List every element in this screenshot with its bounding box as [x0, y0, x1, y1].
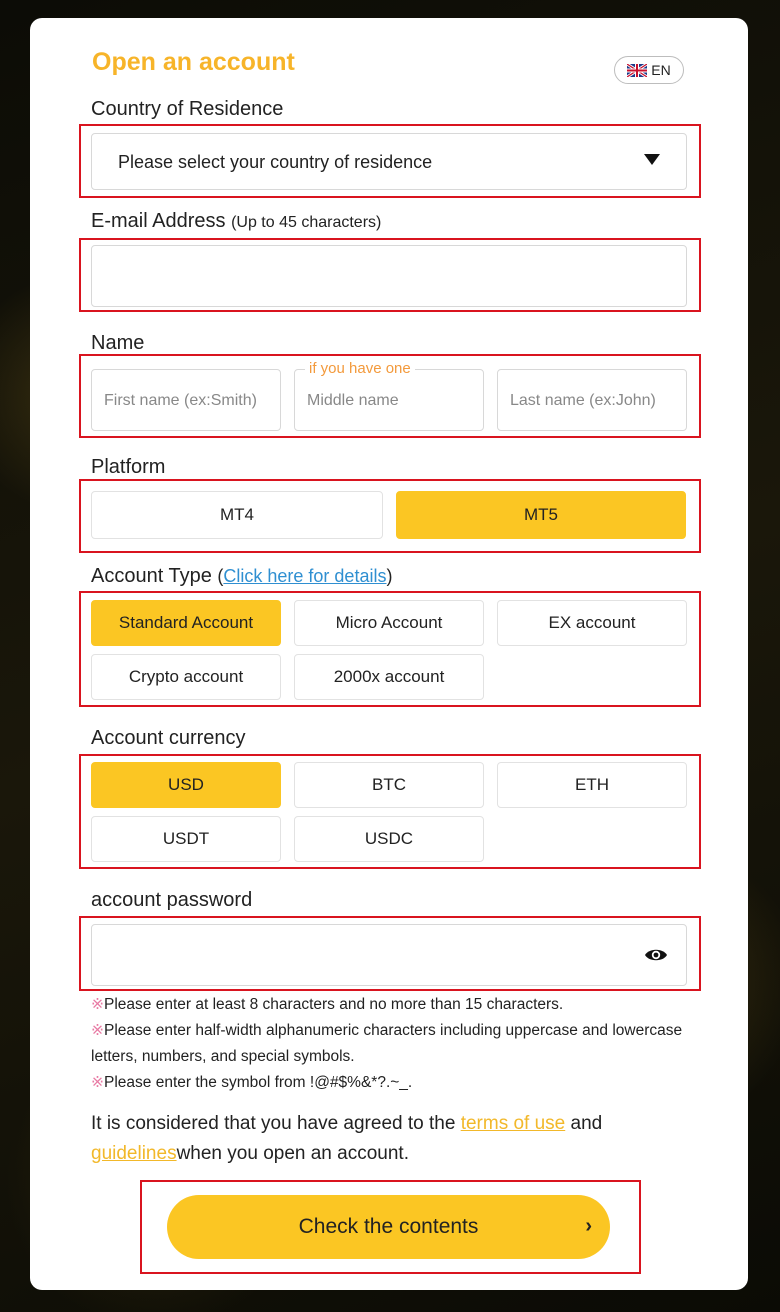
password-notes [91, 992, 701, 1096]
eye-icon[interactable] [644, 946, 668, 964]
account-type-micro[interactable]: Micro Account [294, 600, 484, 646]
account-type-label [91, 565, 392, 588]
platform-label: Platform [91, 456, 166, 478]
email-label-text: E-mail Address [91, 210, 226, 232]
agreement-suffix: when you open an account. [176, 1143, 409, 1164]
chevron-down-icon [644, 154, 660, 165]
platform-option-mt4[interactable]: MT4 [91, 491, 383, 539]
middle-name-placeholder: Middle name [307, 392, 399, 409]
currency-usdc[interactable]: USDC [294, 816, 484, 862]
platform-option-mt5[interactable]: MT5 [396, 491, 686, 539]
password-field[interactable] [91, 924, 687, 986]
note-mark: ※ [91, 996, 104, 1013]
note-text: Please enter the symbol from !@#$%&*?.~_. [104, 1074, 413, 1091]
password-note-3 [91, 1070, 701, 1096]
currency-label: Account currency [91, 727, 246, 749]
agreement-prefix: It is considered that you have agreed to the [91, 1113, 461, 1134]
note-text: Please enter half-width alphanumeric characters including uppercase and lowercase letters, numbers, and special symbols. [91, 1022, 683, 1065]
chevron-right-icon: › [585, 1215, 592, 1237]
account-type-paren-open: ( [217, 566, 224, 586]
check-contents-button[interactable] [167, 1195, 610, 1259]
language-selector[interactable] [614, 56, 684, 84]
account-type-standard[interactable]: Standard Account [91, 600, 281, 646]
account-type-label-text: Account Type [91, 565, 212, 587]
agreement-text [91, 1109, 691, 1169]
account-type-ex[interactable]: EX account [497, 600, 687, 646]
note-mark: ※ [91, 1022, 104, 1039]
password-label: account password [91, 889, 253, 911]
account-type-details-link[interactable]: Click here for details [223, 566, 387, 586]
page-title: Open an account [92, 48, 295, 76]
country-select-placeholder: Please select your country of residence [118, 152, 433, 172]
currency-btc[interactable]: BTC [294, 762, 484, 808]
terms-of-use-link[interactable]: terms of use [460, 1113, 566, 1134]
email-field[interactable] [91, 245, 687, 307]
last-name-field[interactable] [497, 369, 687, 431]
middle-name-legend: if you have one [305, 360, 415, 377]
first-name-field[interactable] [91, 369, 281, 431]
middle-name-field[interactable] [294, 360, 484, 431]
currency-usdt[interactable]: USDT [91, 816, 281, 862]
account-type-paren-close: ) [386, 566, 393, 586]
agreement-middle: and [565, 1113, 603, 1134]
note-mark: ※ [91, 1074, 104, 1091]
first-name-placeholder: First name (ex:Smith) [104, 392, 257, 409]
last-name-placeholder: Last name (ex:John) [510, 392, 656, 409]
guidelines-link[interactable]: guidelines [91, 1143, 177, 1164]
currency-usd[interactable]: USD [91, 762, 281, 808]
account-form-card [30, 18, 748, 1290]
check-contents-label: Check the contents [298, 1215, 479, 1238]
account-type-2000x[interactable]: 2000x account [294, 654, 484, 700]
country-select[interactable] [91, 133, 687, 190]
currency-eth[interactable]: ETH [497, 762, 687, 808]
language-label: EN [651, 62, 671, 78]
country-label: Country of Residence [91, 98, 284, 120]
email-label [91, 210, 381, 233]
account-type-crypto[interactable]: Crypto account [91, 654, 281, 700]
password-note-1 [91, 992, 701, 1018]
name-label: Name [91, 332, 145, 354]
note-text: Please enter at least 8 characters and no more than 15 characters. [104, 996, 564, 1013]
uk-flag-icon [627, 64, 647, 77]
email-hint: (Up to 45 characters) [231, 214, 382, 231]
password-note-2 [91, 1018, 701, 1070]
